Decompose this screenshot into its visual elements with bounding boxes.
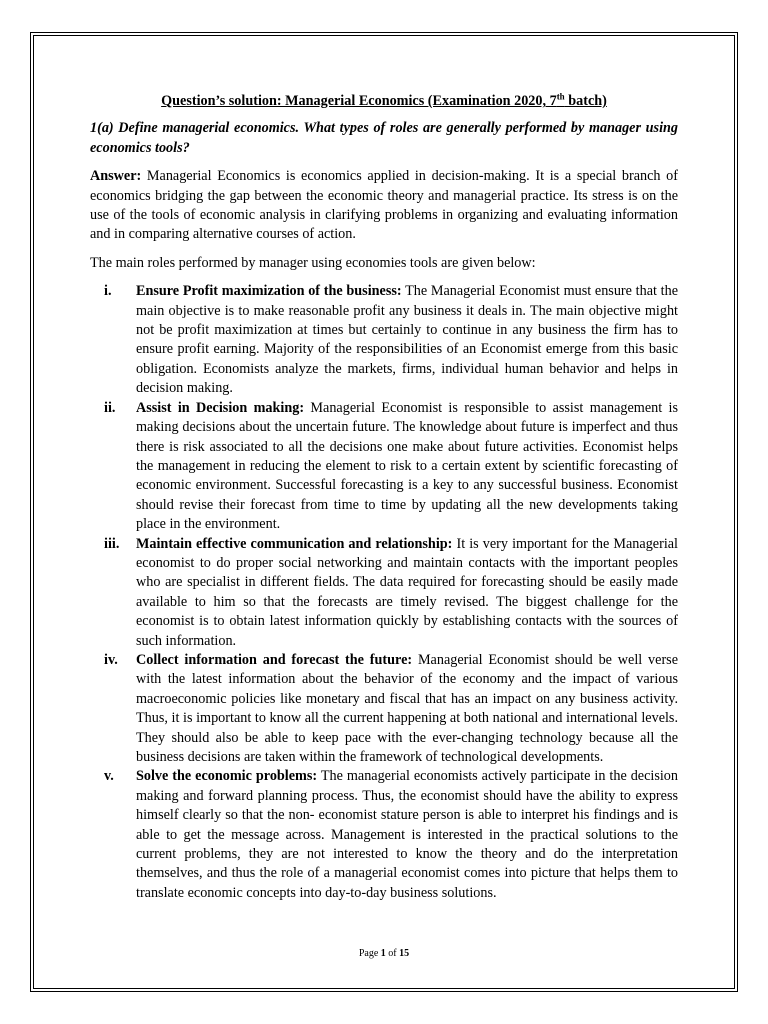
answer-label: Answer: <box>90 168 142 185</box>
document-body <box>90 92 678 903</box>
list-item-title: Assist in Decision making: <box>136 399 305 416</box>
list-item-title: Solve the economic problems: <box>136 768 318 785</box>
document-title: Question’s solution: Managerial Economics (Examination 2020, 7th batch) <box>161 91 607 109</box>
page-number-footer: Page 1 of 15 <box>358 948 410 959</box>
answer-text: Managerial Economics is economics applied in decision-making. It is a special branch of economics bridging the gap between the economic theory and managerial practice. Its stress is on the use of the tools of economic analysis in clarifying problems in organizing and evaluating information and in comparing alternative courses of action. <box>90 168 678 243</box>
list-item-number: iii. <box>104 535 120 552</box>
list-item-number: v. <box>104 768 114 785</box>
list-item-text: Managerial Economist is responsible to assist management is making decisions about the uncertain future. The knowledge about future is imperfect and thus there is risk associated to all the decisions one make about future activities. Economist helps the management in reducing the element to risk to a certain extent by scientific forecasting of economic environment. Successful forecasting is a key to any successful business. Economist should revise their forecast from time to time by updating all the new developments taking place in the environment. <box>136 399 678 533</box>
list-item <box>90 282 678 398</box>
answer-paragraph <box>90 167 678 245</box>
total-pages-number: 15 <box>399 948 410 959</box>
roles-list <box>90 282 678 903</box>
list-item <box>90 767 678 903</box>
roles-intro: The main roles performed by manager using economies tools are given below: <box>90 254 536 271</box>
list-item-number: iv. <box>104 651 118 668</box>
list-item <box>90 651 678 767</box>
list-item-text: Managerial Economist should be well verse with the latest information about the behavior of the economy and the impact of various macroeconomic policies like monetary and fiscal that has an impact on any business activity. Thus, it is important to know all the current happening at both national and international levels. They should also be able to keep pace with the ever-changing technology because all the business decisions are taken within the framework of technological developments. <box>136 651 678 765</box>
list-item <box>90 399 678 535</box>
list-item-text: The managerial economists actively participate in the decision making and forward planning process. Thus, the economist should have the ability to express himself clearly so that the non- economist stature person is able to interpret his findings and is able to get the message across. Management is interested in the practical solutions to the current problems, they are not interested to know the theory and do the interpretation themselves, and thus the role of a managerial economist comes into picture that helps them to translate economic concepts into day-to-day business solutions. <box>136 768 678 901</box>
list-item-text: The Managerial Economist must ensure that the main objective is to make reasonable profit any business it deals in. The main objective might not be profit maximization at times but certainly to continue in any business the firm has to ensure profit earning. Majority of the responsibilities of an Economist emerge from this basic obligation. Economists analyze the markets, firms, individual human behavior and helps in decision making. <box>136 283 678 397</box>
list-item-number: i. <box>104 283 112 300</box>
list-item-title: Collect information and forecast the future: <box>136 651 413 668</box>
question-heading: 1(a) Define managerial economics. What types of roles are generally performed by manager using economics tools? <box>90 120 678 156</box>
list-item-title: Maintain effective communication and relationship: <box>136 535 453 552</box>
list-item-text: It is very important for the Managerial economist to do proper social networking and maintain contacts with the important peoples who are specialist in different fields. The data required for forecasting should be easily made available to him so that the forecasts are timely revised. The biggest challenge for the economist is to obtain latest information quickly by establishing contacts with the sources of such information. <box>136 535 678 649</box>
list-item-number: ii. <box>104 399 116 416</box>
list-item <box>90 535 678 651</box>
list-item-title: Ensure Profit maximization of the business: <box>136 283 402 300</box>
current-page-number: 1 <box>380 948 386 959</box>
